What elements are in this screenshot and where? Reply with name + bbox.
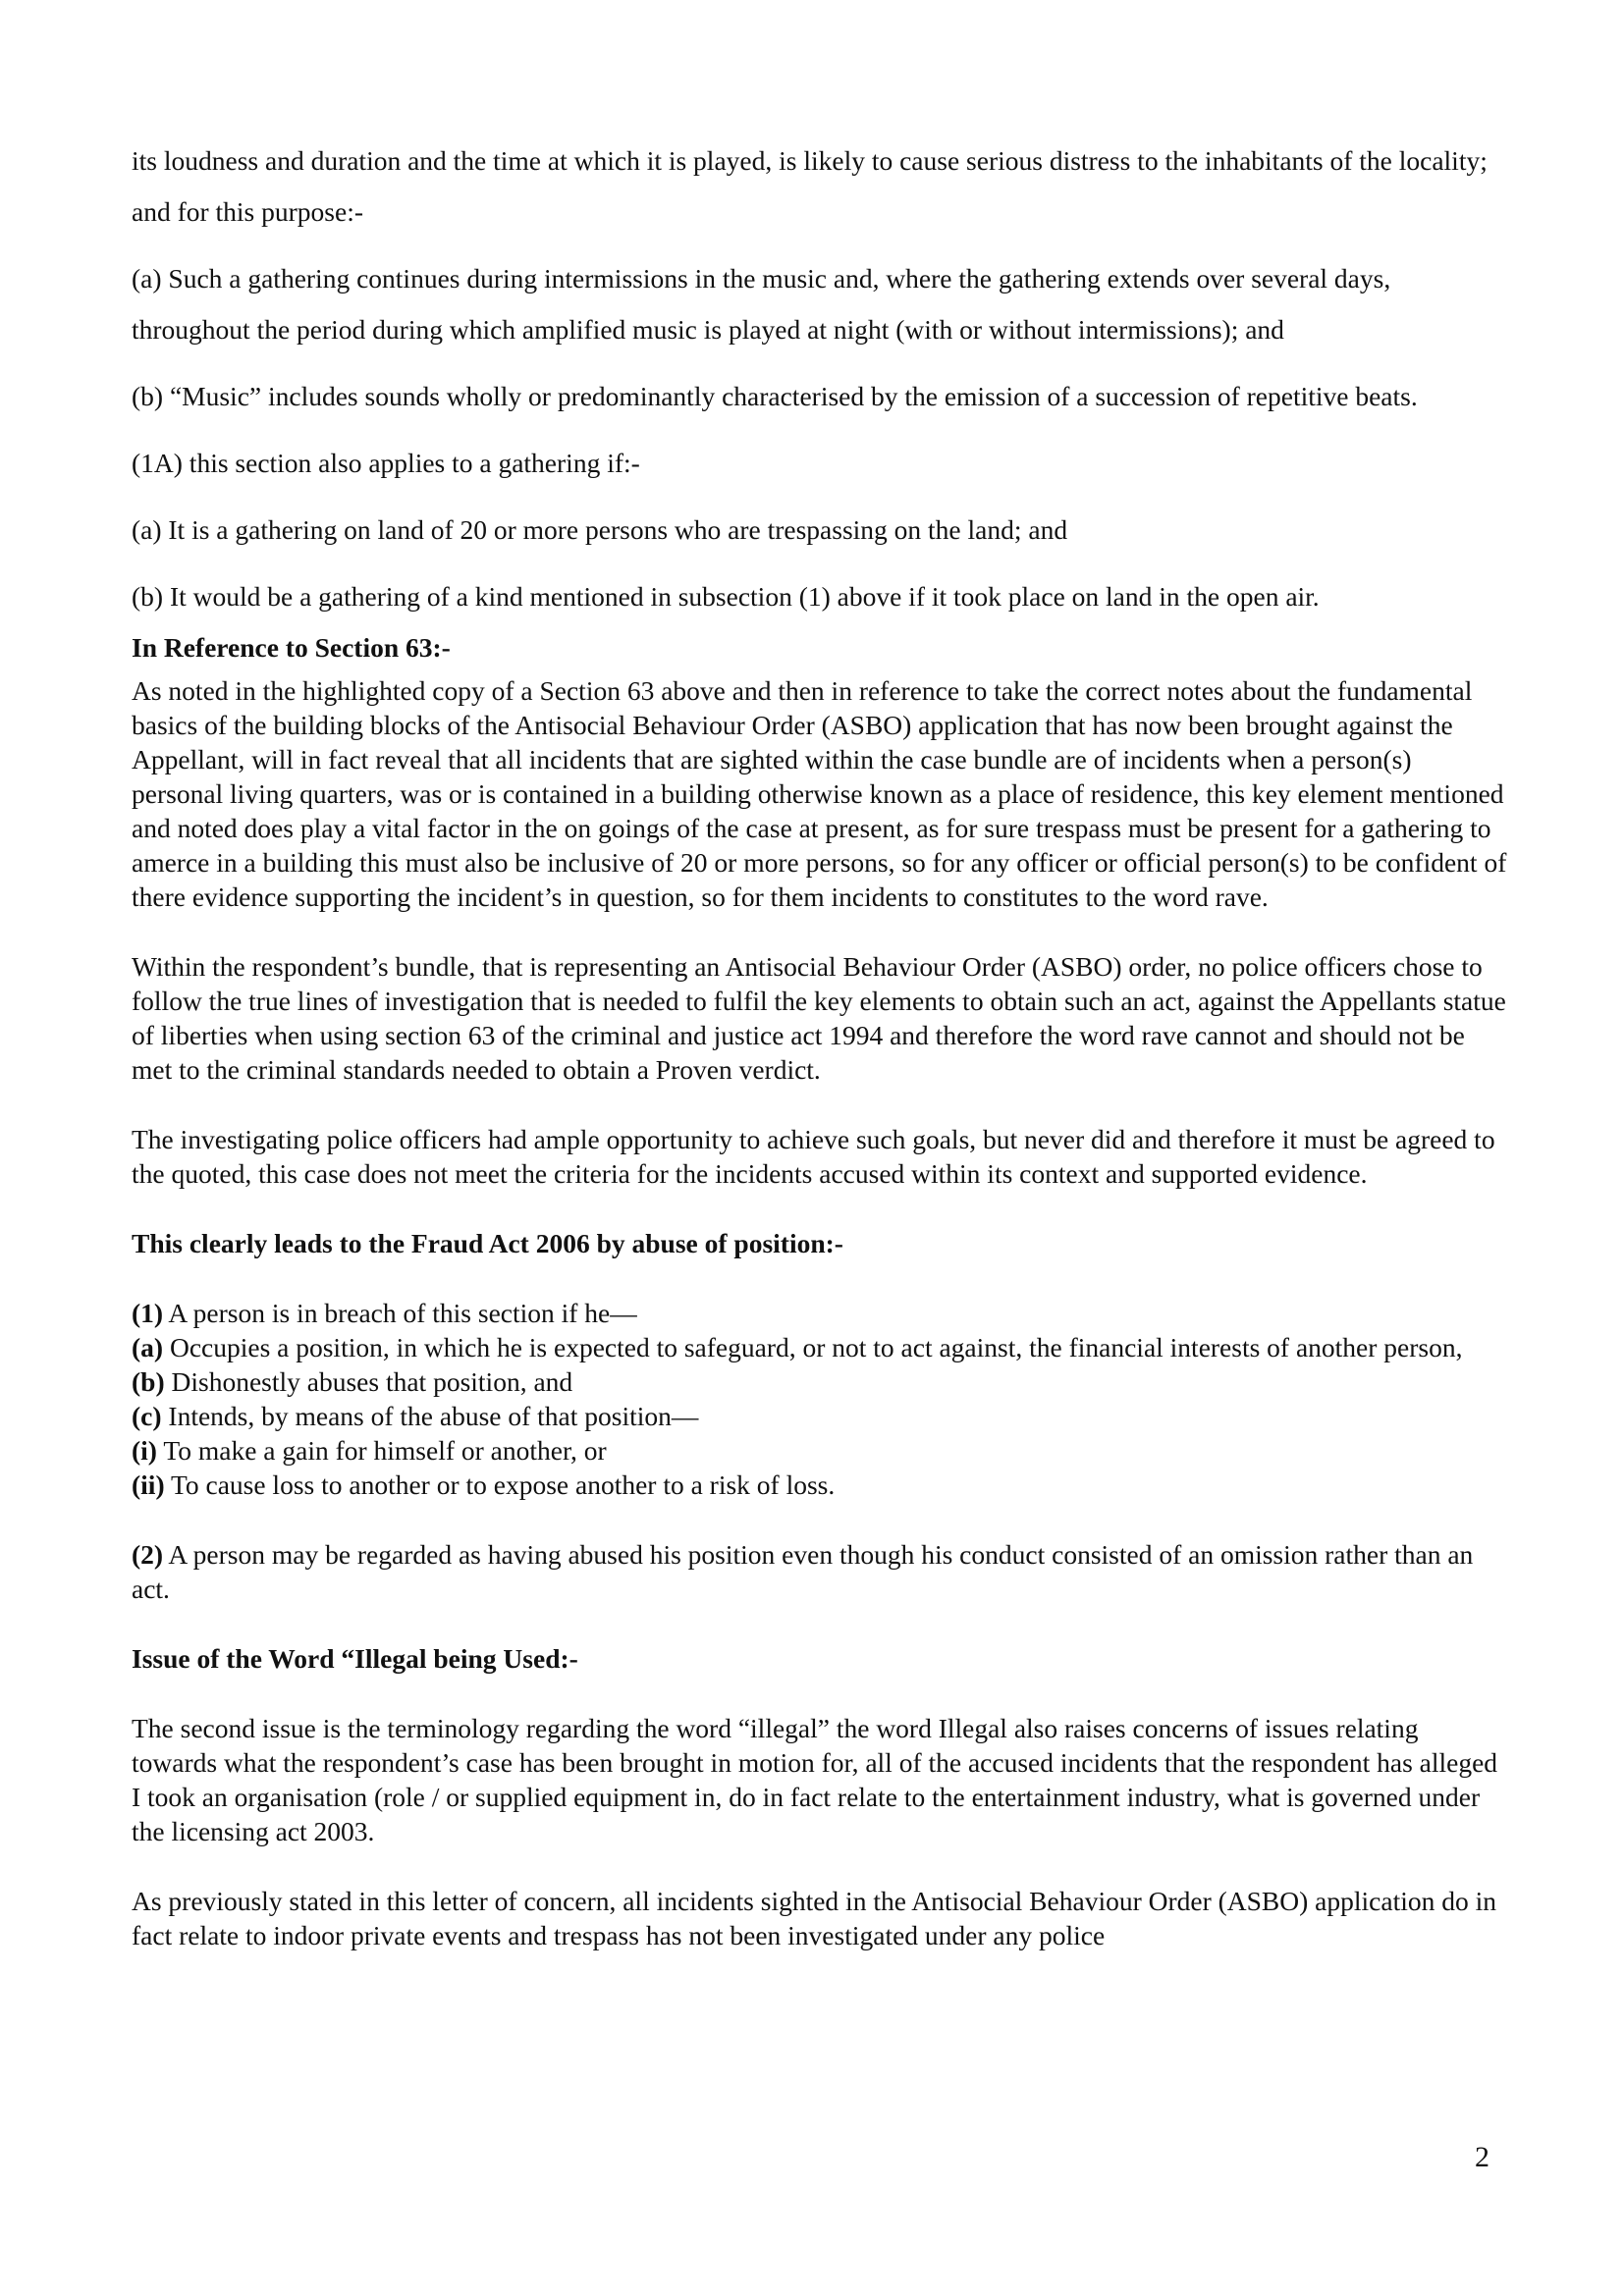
item-text: Intends, by means of the abuse of that position—	[161, 1401, 699, 1431]
paragraph: (a) Such a gathering continues during intermissions in the music and, where the gathering extends over several days, throughout the period during which amplified music is played at night (with or without intermissions); and	[132, 263, 1391, 345]
list-item	[132, 1330, 1508, 1364]
paragraph: its loudness and duration and the time at which it is played, is likely to cause serious distress to the inhabitants of the locality; and for this purpose:-	[132, 145, 1488, 227]
item-text: To cause loss to another or to expose another to a risk of loss.	[164, 1469, 836, 1500]
paragraph: Within the respondent’s bundle, that is representing an Antisocial Behaviour Order (ASBO) order, no police officers chose to follow the true lines of investigation that is needed to fulfil the key elements to obtain such an act, against the Appellants statue of liberties when using section 63 of the criminal and justice act 1994 and therefore the word rave cannot and should not be met to the criminal standards needed to obtain a Proven verdict.	[132, 951, 1506, 1085]
item-number: (i)	[132, 1435, 157, 1466]
fraud-act-list	[132, 1296, 1508, 1502]
paragraph: (a) It is a gathering on land of 20 or more persons who are trespassing on the land; and	[132, 514, 1068, 545]
item-text: Occupies a position, in which he is expected to safeguard, or not to act against, the financial interests of another person,	[163, 1332, 1463, 1362]
list-item	[132, 1364, 1508, 1399]
list-item	[132, 1296, 1508, 1330]
list-item	[132, 1468, 1508, 1502]
item-number: (2)	[132, 1539, 164, 1570]
paragraph: The investigating police officers had ample opportunity to achieve such goals, but never did and therefore it must be agreed to the quoted, this case does not meet the criteria for the incidents accused within its context and supported evidence.	[132, 1124, 1495, 1189]
item-text: A person is in breach of this section if he—	[163, 1298, 637, 1328]
section-63-text	[132, 135, 1508, 622]
item-number: (c)	[132, 1401, 162, 1431]
section-heading: In Reference to Section 63:-	[132, 632, 451, 663]
item-text: To make a gain for himself or another, or	[156, 1435, 607, 1466]
paragraph: (b) “Music” includes sounds wholly or predominantly characterised by the emission of a succession of repetitive beats.	[132, 381, 1418, 411]
page-number: 2	[1475, 2141, 1489, 2173]
paragraph: (b) It would be a gathering of a kind mentioned in subsection (1) above if it took place on land in the open air.	[132, 581, 1320, 612]
reference-section	[132, 673, 1508, 1952]
section-heading: Issue of the Word “Illegal being Used:-	[132, 1643, 578, 1674]
paragraph: (1A) this section also applies to a gathering if:-	[132, 448, 640, 478]
paragraph: The second issue is the terminology regarding the word “illegal” the word Illegal also raises concerns of issues relating towards what the respondent’s case has been brought in motion for, all of the accused incidents that the respondent has alleged I took an organisation (role / or supplied equipment in, do in fact relate to the entertainment industry, what is governed under the licensing act 2003.	[132, 1713, 1498, 1846]
section-heading: This clearly leads to the Fraud Act 2006 by abuse of position:-	[132, 1228, 843, 1258]
paragraph	[132, 1537, 1508, 1606]
item-number: (b)	[132, 1366, 165, 1397]
item-text: A person may be regarded as having abused his position even though his conduct consisted of an omission rather than an act.	[132, 1539, 1474, 1604]
paragraph: As previously stated in this letter of concern, all incidents sighted in the Antisocial Behaviour Order (ASBO) application do in fact relate to indoor private events and trespass has not been investigated under any police	[132, 1886, 1496, 1950]
list-item	[132, 1433, 1508, 1468]
paragraph: As noted in the highlighted copy of a Section 63 above and then in reference to take the correct notes about the fundamental basics of the building blocks of the Antisocial Behaviour Order (ASBO) application that has now been brought against the Appellant, will in fact reveal that all incidents that are sighted within the case bundle are of incidents when a person(s) personal living quarters, was or is contained in a building otherwise known as a place of residence, this key element mentioned and noted does play a vital factor in the on goings of the case at present, as for sure trespass must be present for a gathering to amerce in a building this must also be inclusive of 20 or more persons, so for any officer or official person(s) to be confident of there evidence supporting the incident’s in question, so for them incidents to constitutes to the word rave.	[132, 675, 1507, 912]
item-text: Dishonestly abuses that position, and	[164, 1366, 573, 1397]
document-page	[132, 135, 1508, 1952]
item-number: (ii)	[132, 1469, 165, 1500]
item-number: (1)	[132, 1298, 164, 1328]
item-number: (a)	[132, 1332, 164, 1362]
list-item	[132, 1399, 1508, 1433]
